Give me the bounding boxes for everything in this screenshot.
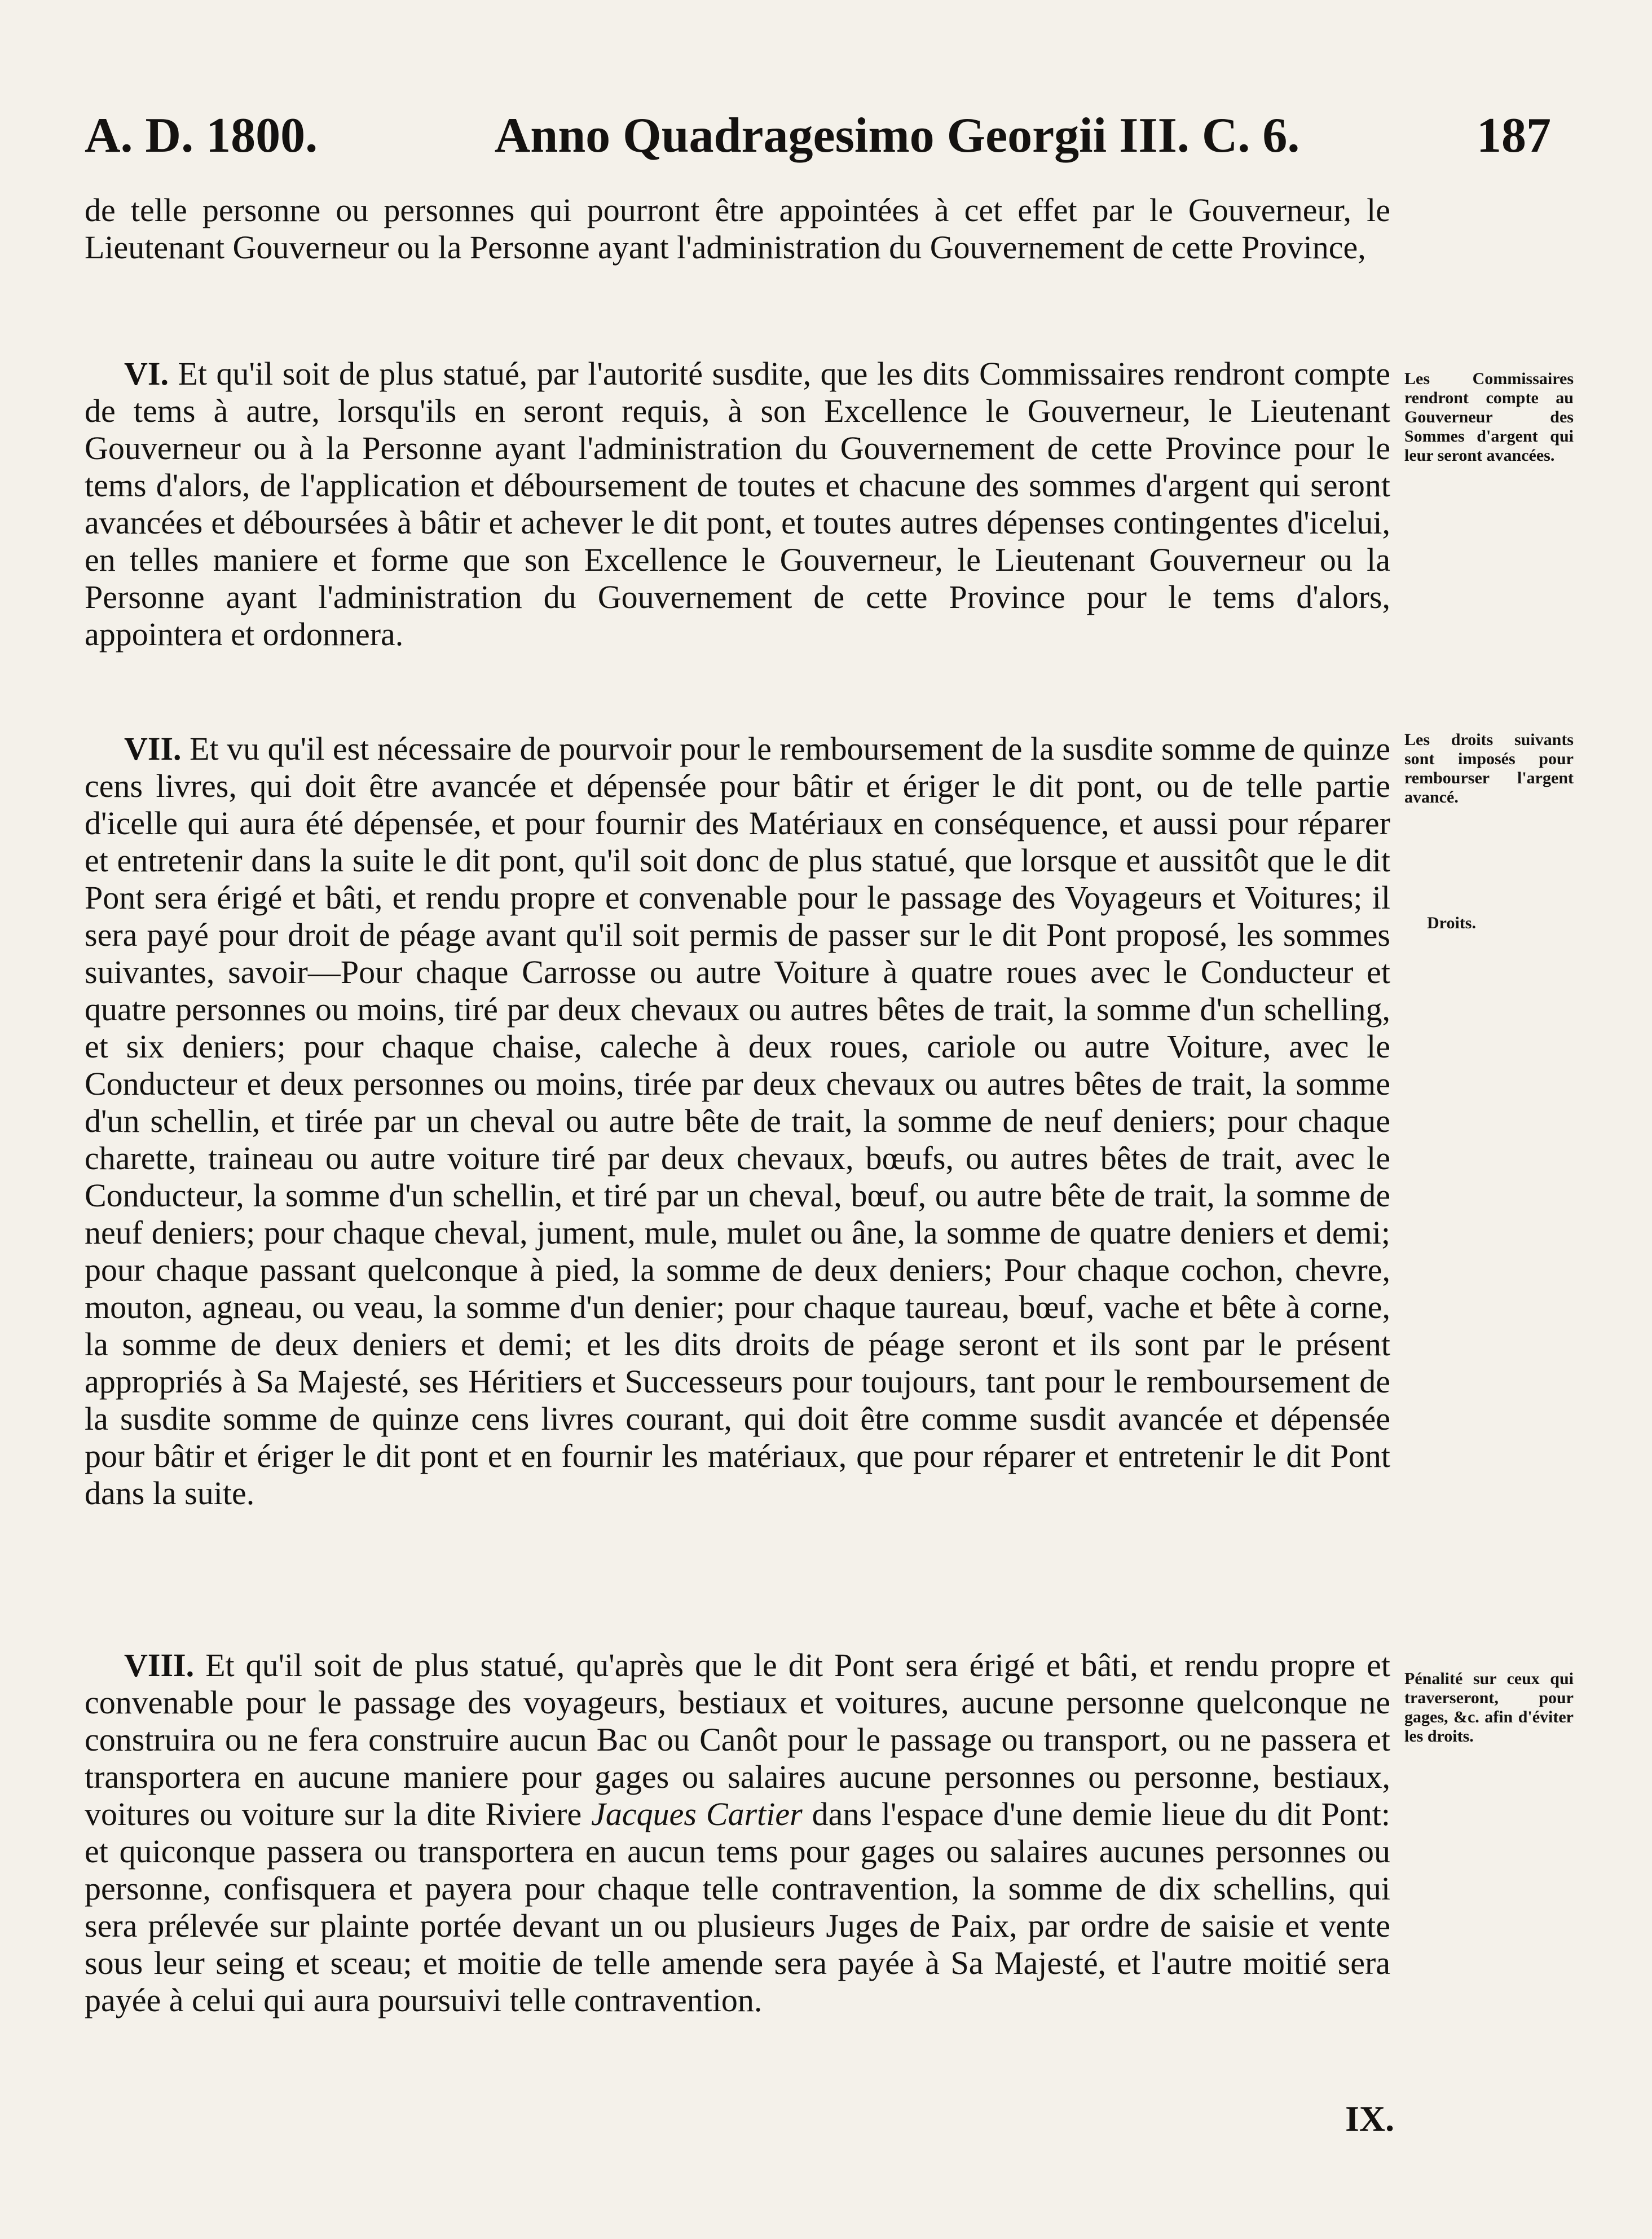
paragraph-continuation: de telle personne ou personnes qui pourront être appointées à cet effet par le Gouverneur, le Lieutenant Gouverneur ou la Personne ayant l'administration du Gouvernement de cette Province, bbox=[85, 192, 1390, 266]
section-vii-text: Et vu qu'il est nécessaire de pourvoir pour le remboursement de la susdite somme de quinze cens livres, qui doit être avancée et dépensée pour bâtir et ériger le dit pont, ou de telle partie d'icelle qui aura été dépensée, et pour fournir des Matériaux en conséquence, et aussi pour réparer et entretenir dans la suite le dit pont, qu'il soit donc de plus statué, que lorsque et aussitôt que le dit Pont sera érigé et bâti, et rendu propre et convenable pour le passage des Voyageurs et Voitures; il sera payé pour droit de péage avant qu'il soit permis de passer sur le dit Pont proposé, les sommes suivantes, savoir—Pour chaque Carrosse ou autre Voiture à quatre roues avec le Conducteur et quatre personnes ou moins, tiré par deux chevaux ou autres bêtes de trait, la somme d'un schelling, et six deniers; pour chaque chaise, caleche à deux roues, cariole ou autre Voiture, avec le Conducteur et deux personnes ou moins, tirée par deux chevaux ou autres bêtes de trait, la somme d'un schellin, et tirée par un cheval ou autre bête de trait, la somme de neuf deniers; pour chaque charette, traineau ou autre voiture tiré par deux chevaux, bœufs, ou autres bêtes de trait, avec le Conducteur, la somme d'un schellin, et tiré par un cheval, bœuf, ou autre bête de trait, la somme de neuf deniers; pour chaque cheval, jument, mule, mulet ou âne, la somme de quatre deniers et demi; pour chaque passant quelconque à pied, la somme de deux deniers; Pour chaque cochon, chevre, mouton, agneau, ou veau, la somme d'un denier; pour chaque taureau, bœuf, vache et bête à corne, la somme de deux deniers et demi; et les dits droits de péage seront et ils sont par le présent appropriés à Sa Majesté, ses Héritiers et Successeurs pour toujours, tant pour le remboursement de la susdite somme de quinze cens livres courant, qui doit être comme susdit avancée et dépensée pour bâtir et ériger le dit pont et en fournir les matériaux, que pour réparer et entretenir le dit Pont dans la suite. bbox=[85, 730, 1390, 1511]
running-header bbox=[85, 107, 1551, 169]
section-vi bbox=[85, 355, 1390, 653]
marginal-note-droits: Droits. bbox=[1427, 914, 1476, 932]
section-viii-text-after: dans l'espace d'une demie lieue du dit Pont: et quiconque passera ou transportera en aucun tems pour gages ou salaires aucunes personnes ou personne, confisquera et payera pour chaque telle contravention, la somme de dix schellins, qui sera prélevée sur plainte portée devant un ou plusieurs Juges de Paix, par ordre de saisie et vente sous leur seing et sceau; et moitie de telle amende sera payée à Sa Majesté, et l'autre moitié sera payée à celui qui aura poursuivi telle contravention. bbox=[85, 1796, 1391, 2018]
catchword: IX. bbox=[1345, 2099, 1395, 2139]
section-viii-place: Jacques Cartier bbox=[591, 1796, 803, 1832]
section-vi-number: VI. bbox=[124, 355, 169, 392]
marginal-note-vii: Les droits suivants sont imposés pour rembourser l'argent avancé. bbox=[1404, 730, 1574, 806]
marginal-note-viii: Pénalité sur ceux qui traverseront, pour gages, &c. afin d'éviter les droits. bbox=[1404, 1669, 1574, 1746]
section-viii bbox=[85, 1647, 1390, 2019]
header-year: A. D. 1800. bbox=[85, 108, 318, 163]
header-title: Anno Quadragesimo Georgii III. C. 6. bbox=[494, 108, 1300, 163]
header-page-number: 187 bbox=[1477, 108, 1551, 163]
section-vi-text: Et qu'il soit de plus statué, par l'autorité susdite, que les dits Commissaires rendront compte de tems à autre, lorsqu'ils en seront requis, à son Excellence le Gouverneur, le Lieutenant Gouverneur ou à la Personne ayant l'administration du Gouvernement de cette Province pour le tems d'alors, de l'application et déboursement de toutes et chacune des sommes d'argent qui seront avancées et déboursées à bâtir et achever le dit pont, et toutes autres dépenses contingentes d'icelui, en telles maniere et forme que son Excellence le Gouverneur, le Lieutenant Gouverneur ou la Personne ayant l'administration du Gouvernement de cette Province pour le tems d'alors, appointera et ordonnera. bbox=[85, 355, 1391, 653]
section-viii-text-before: Et qu'il soit de plus statué, qu'après que le dit Pont sera érigé et bâti, et rendu propre et convenable pour le passage des voyageurs, bestiaux et voitures, aucune personne quelconque ne construira ou ne fera construire aucun Bac ou Canôt pour le passage ou transport, ou ne passera et transportera en aucune maniere pour gages ou salaires aucune personnes ou personne, bestiaux, voitures ou voiture sur la dite Riviere bbox=[85, 1647, 1390, 1832]
section-vii bbox=[85, 730, 1390, 1512]
section-viii-number: VIII. bbox=[124, 1647, 195, 1683]
marginal-note-vi: Les Commissaires rendront compte au Gouverneur des Sommes d'argent qui leur seront avancées. bbox=[1404, 369, 1574, 465]
section-vii-number: VII. bbox=[124, 730, 182, 767]
